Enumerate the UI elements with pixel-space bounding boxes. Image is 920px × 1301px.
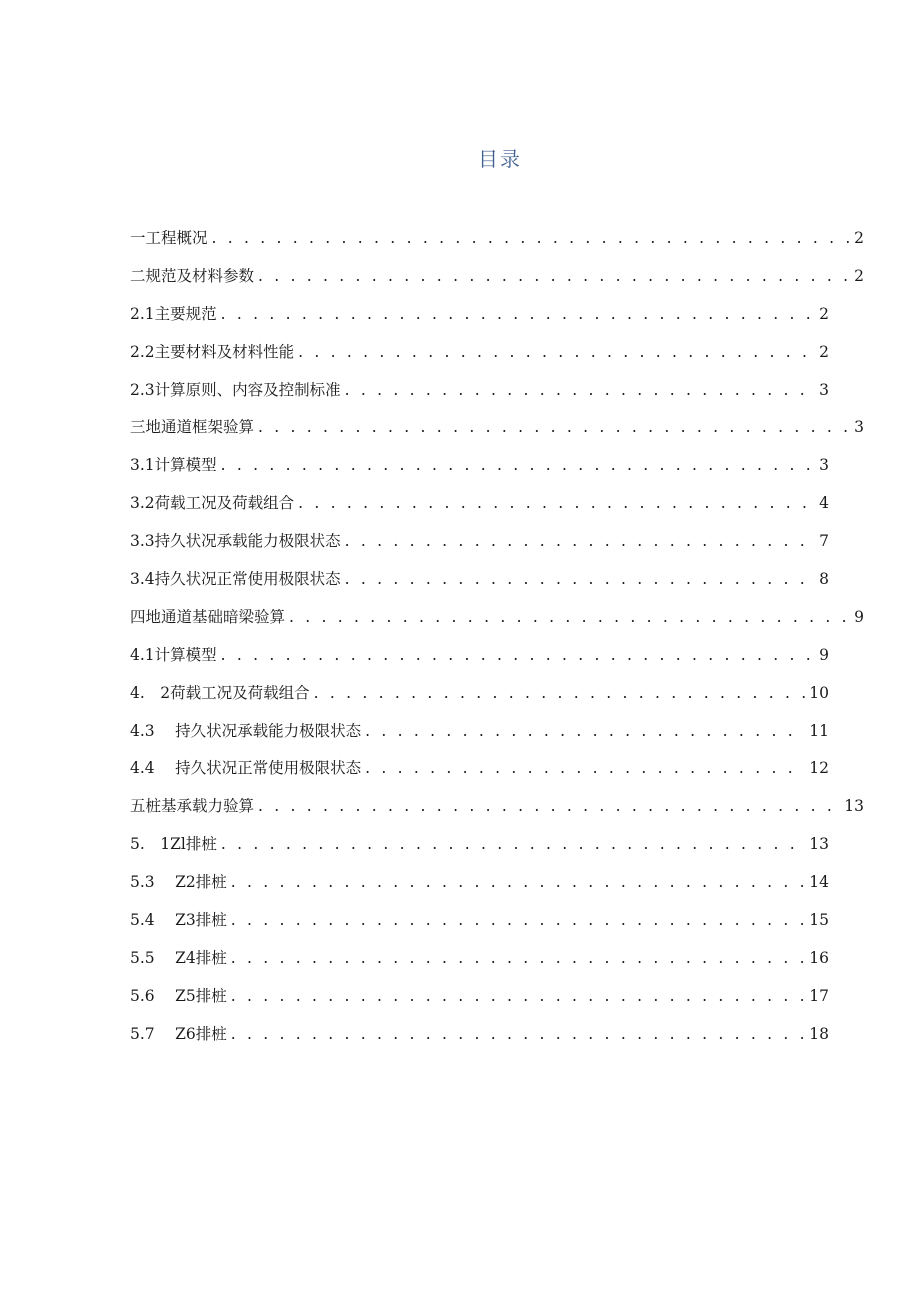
toc-entry-page: 2 [819,304,829,323]
toc-entry[interactable] [130,303,870,341]
toc-entry-page: 2 [854,229,864,247]
toc-entry-label: 4.1计算模型 [130,645,217,664]
toc-entry[interactable] [130,947,870,985]
toc-entry-label: 4. 2荷载工况及荷载组合 [130,683,310,702]
toc-entry-page: 9 [854,607,864,626]
toc-entry-page: 11 [809,721,829,740]
dot-leader [298,341,815,363]
toc-entry-label: 五桩基承载力验算 [130,797,255,816]
toc-entry[interactable] [130,720,870,758]
dot-leader [231,985,806,1007]
toc-entry[interactable] [130,909,870,947]
dot-leader [221,303,815,325]
toc-entry[interactable] [130,265,870,303]
toc-entry-label: 3.4持久状况正常使用极限状态 [130,570,341,589]
toc-entry[interactable] [130,416,870,454]
toc-entry-label: 5.6 Z5排桩 [130,986,227,1005]
dot-leader [298,492,815,514]
toc-entry[interactable] [130,757,870,795]
toc-entry-label: 5. 1Zl排桩 [130,835,217,854]
toc-entry-page: 15 [809,911,829,930]
dot-leader [314,682,806,704]
toc-entry-label: 3.3持久状况承载能力极限状态 [130,532,341,551]
toc-entry-page: 4 [819,494,829,513]
dot-leader [231,947,806,969]
dot-leader [365,757,805,779]
toc-entry[interactable] [130,1023,870,1061]
dot-leader [258,265,850,287]
toc-entry-page: 12 [809,759,829,778]
dot-leader [258,416,850,438]
dot-leader [345,379,815,401]
toc-entry-label: 二规范及材料参数 [130,266,255,285]
toc-entry-label: 4.4 持久状况正常使用极限状态 [130,759,362,778]
toc-entry-page: 3 [854,418,864,437]
dot-leader [345,530,815,552]
dot-leader [231,909,806,931]
toc-entry-page: 3 [819,456,829,475]
toc-entry-label: 2.2主要材料及材料性能 [130,342,295,361]
toc-entry-page: 17 [809,986,829,1005]
toc-entry[interactable] [130,644,870,682]
toc-entry[interactable] [130,379,870,417]
toc-entry-page: 13 [844,797,864,816]
toc-entry-page: 16 [809,948,829,967]
toc-entry[interactable] [130,227,870,265]
toc-entry-page: 13 [809,835,829,854]
toc-entry-page: 9 [819,645,829,664]
toc-entry-page: 7 [819,532,829,551]
toc-entry-page: 8 [819,570,829,589]
toc-entry[interactable] [130,682,870,720]
dot-leader [258,795,840,817]
toc-entry[interactable] [130,530,870,568]
dot-leader [212,227,851,249]
toc-title: 目录 [478,147,522,171]
dot-leader [231,1023,806,1045]
dot-leader [221,644,815,666]
toc-entry[interactable] [130,568,870,606]
toc-entry[interactable] [130,492,870,530]
dot-leader [221,454,815,476]
toc-entry-page: 14 [809,873,829,892]
toc-entry[interactable] [130,341,870,379]
dot-leader [231,871,806,893]
toc-entry-label: 三地通道框架验算 [130,418,255,437]
toc-entry-label: 5.5 Z4排桩 [130,948,227,967]
dot-leader [221,833,805,855]
toc-entry[interactable] [130,606,870,644]
dot-leader [365,720,805,742]
toc-entry-label: 一工程概况 [130,229,208,247]
toc-entry[interactable] [130,985,870,1023]
toc-entry[interactable] [130,795,870,833]
toc-entry[interactable] [130,454,870,492]
toc-entry-label: 3.1计算模型 [130,456,217,475]
table-of-contents [130,227,870,1061]
toc-entry-label: 3.2荷载工况及荷载组合 [130,494,295,513]
toc-entry-page: 3 [819,380,829,399]
toc-entry-label: 5.4 Z3排桩 [130,911,227,930]
toc-entry-label: 2.3计算原则、内容及控制标准 [130,380,341,399]
toc-entry-page: 10 [809,683,829,702]
toc-entry-label: 4.3 持久状况承载能力极限状态 [130,721,362,740]
toc-entry-label: 5.7 Z6排桩 [130,1024,227,1043]
dot-leader [345,568,815,590]
toc-entry-label: 四地通道基础暗梁验算 [130,607,286,626]
toc-entry[interactable] [130,871,870,909]
dot-leader [289,606,850,628]
toc-entry-page: 2 [819,342,829,361]
toc-entry-label: 2.1主要规范 [130,304,217,323]
toc-entry-page: 18 [809,1024,829,1043]
toc-entry[interactable] [130,833,870,871]
toc-entry-label: 5.3 Z2排桩 [130,873,227,892]
toc-entry-page: 2 [854,266,864,285]
